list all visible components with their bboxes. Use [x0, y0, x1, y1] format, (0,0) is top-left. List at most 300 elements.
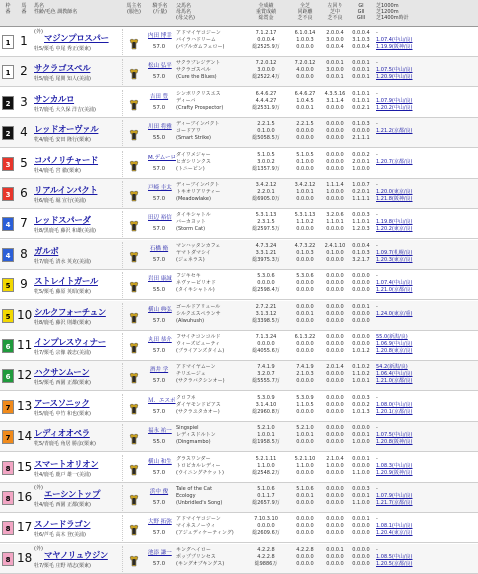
record-d3: 0.0.0.0 — [296, 135, 314, 142]
best-time-1: - — [376, 425, 378, 432]
pedigree-sire2: ネヴァーピリオド — [176, 280, 216, 287]
header-sire: 父馬名 母馬名 (母父名) — [176, 3, 195, 21]
best-time-3[interactable]: 1.20.1(京都/良) — [376, 408, 413, 415]
record-rec2: 4.4.4.27 — [255, 97, 277, 104]
owner-silks-cell — [122, 424, 144, 450]
record-d2: 1.0.0.1 — [296, 432, 314, 439]
record-c1: 0.0.0.0 — [326, 273, 344, 280]
best-time-3[interactable]: 1.20.8(阪神/良) — [376, 439, 413, 446]
pedigree — [176, 304, 242, 325]
best-time-1[interactable]: 55.0(新潟/良) — [376, 334, 408, 340]
record-rec2: 0.0.0.4 — [257, 37, 275, 43]
pedigree-sire3: (サクラユタカオー) — [176, 408, 220, 415]
best-time-3[interactable]: 1.21.7(京都/良) — [376, 500, 413, 506]
jockey-link[interactable]: 横山 典弘 — [148, 306, 172, 313]
record-d1: 5.3.0.9 — [296, 394, 314, 401]
pedigree-sire3: (ジェネラス) — [176, 256, 205, 263]
horse-sex-trainer: 牡7/鹿毛 大久保 洋吉(美浦) — [34, 106, 96, 113]
horse-sex-trainer: 牝5/栗毛 藤原 英昭(栗東) — [34, 289, 91, 296]
record-c2: 0.0.0.0 — [326, 280, 344, 287]
record-rec1: 7.2.0.12 — [255, 60, 277, 67]
best-time-3[interactable]: 1.21.8(阪神/良) — [376, 196, 413, 202]
jockey-weight: 57.0 — [152, 74, 166, 81]
best-time-3[interactable]: 1.20.3(東京/良) — [376, 256, 413, 263]
best-time-2[interactable]: 1.08.0(中山/良) — [376, 401, 413, 408]
best-time-3[interactable]: 1.20.2(中山/良) — [376, 104, 413, 111]
best-time-2[interactable]: 1.07.5(中山/良) — [376, 67, 413, 74]
record-d3: 0.0.0.0 — [296, 196, 314, 202]
best-time-2[interactable]: 1.08.3(中山/良) — [376, 462, 413, 469]
jockey-weight: 57.0 — [152, 500, 166, 506]
horse-name-link[interactable]: エーシントップ — [44, 490, 101, 500]
horse-name-link[interactable]: レディオオペラ — [34, 429, 90, 440]
record-c3: 0.0.0.0 — [326, 226, 344, 233]
best-time-3[interactable]: 1.20.8(東京/良) — [376, 348, 413, 354]
best-time-1: - — [376, 273, 378, 280]
pedigree-sire3: (Cure the Blues) — [176, 74, 217, 81]
best-time-2[interactable]: 1.20.0(東京/良) — [376, 189, 413, 195]
horse-name-link[interactable]: アースソニック — [34, 398, 90, 409]
best-time-3[interactable]: 1.20.9(阪神/良) — [376, 469, 413, 476]
record-rec1: 5.1.0.5 — [257, 151, 275, 158]
header-course: 左回り 芝中 芝不良 — [327, 3, 343, 21]
jockey-weight: 57.0 — [152, 408, 166, 415]
jockey-link[interactable]: 酒井 学 — [149, 367, 169, 374]
record-rec3: 総6905.0万 — [252, 196, 280, 202]
record-g2: 0.0.0.0 — [352, 553, 370, 560]
record-rec2: 3.1.3.12 — [255, 310, 277, 317]
jockey-link[interactable]: 池添 謙一 — [148, 549, 172, 556]
record-rec3: 総2522.4万 — [252, 74, 280, 81]
best-time-3[interactable]: 1.20.2(東京/良) — [376, 226, 413, 233]
owner-silks-cell — [122, 333, 144, 359]
record-course — [322, 30, 348, 51]
table-row — [0, 513, 478, 543]
jockey-weight: 55.0 — [152, 439, 166, 446]
record-rec3: 総9886万 — [254, 560, 278, 567]
record-d2: 0.0.0.0 — [296, 128, 314, 135]
jockey-link[interactable]: Ｍ．エスポ — [148, 397, 176, 404]
record-grade — [350, 182, 372, 203]
record-rec2: 3.0.0.2 — [257, 158, 275, 165]
jockey-weight: 55.0 — [152, 135, 166, 142]
record-g1: 0.0.0.1 — [352, 516, 370, 523]
pedigree-sire3: (Meadowlake) — [176, 196, 211, 202]
pedigree-sire2: コードアワ — [176, 128, 201, 135]
jockey-link[interactable]: 石橋 脩 — [149, 245, 169, 252]
record-total — [244, 516, 288, 537]
jockey-weight: 57.0 — [152, 256, 166, 263]
horse-name-link[interactable]: マヤノリュウジン — [44, 550, 108, 561]
record-g1: 0.0.0.0 — [352, 334, 370, 340]
horse-sex-trainer: 牡4/鹿毛 宮 徹(栗東) — [34, 167, 81, 174]
jockey-link[interactable]: 川田 将雅 — [148, 124, 172, 131]
best-time-2[interactable]: 1.07.4(中山/良) — [376, 280, 413, 287]
record-d1: 6.1.3.22 — [294, 334, 316, 340]
owner-silks-cell — [122, 29, 144, 55]
record-c2: 3.1.1.4 — [326, 97, 344, 104]
record-rec3: 総2525.9万 — [252, 44, 280, 50]
pedigree-sire1: タイキシャトル — [176, 212, 211, 219]
frame-number: 2 — [2, 96, 14, 110]
record-c1: 0.0.0.0 — [326, 486, 344, 492]
horse-name-link[interactable]: サクラゴスペル — [34, 64, 91, 75]
jockey-link[interactable]: 吉田 豊 — [149, 93, 169, 100]
pedigree-sire3: (Crafty Prospector) — [176, 104, 224, 111]
record-g3: 0.0.0.1 — [352, 74, 370, 81]
horse-sex-trainer: 牡7/栗毛 宗像 義忠(美浦) — [34, 350, 91, 356]
record-c3: 0.0.0.0 — [326, 530, 344, 537]
pedigree — [176, 486, 242, 507]
header-frame: 枠 番 — [5, 3, 11, 15]
best-times — [376, 304, 476, 318]
record-d1: 5.3.1.13 — [294, 212, 316, 219]
record-c1: 0.0.0.0 — [326, 151, 344, 158]
record-grade — [350, 60, 372, 81]
pedigree-sire1: アドマイヤムーン — [176, 364, 216, 371]
record-rec2: 4.2.2.8 — [257, 553, 275, 560]
jockey-weight: 57.0 — [152, 226, 166, 233]
record-total — [244, 91, 288, 112]
best-time-3[interactable]: 1.21.0(京都/良) — [376, 378, 413, 385]
frame-number: 8 — [2, 521, 14, 535]
record-course — [322, 425, 348, 446]
pedigree-sire2: Ecology — [176, 493, 196, 499]
best-time-2[interactable]: 1.06.4(中山/良) — [376, 371, 413, 378]
frame-number: 8 — [2, 552, 14, 566]
pedigree — [176, 547, 242, 568]
record-rec2: 1.0.0.1 — [257, 432, 275, 439]
best-time-2[interactable]: 1.24.0(東京/重) — [376, 310, 413, 317]
record-rec1: 2.2.1.5 — [257, 121, 275, 128]
best-times — [376, 364, 476, 385]
horse-name-link[interactable]: ガルボ — [34, 246, 59, 257]
record-g2: 0.0.0.0 — [352, 462, 370, 469]
pedigree-sire2: ディーバ — [176, 97, 196, 104]
record-c3: 0.0.0.0 — [326, 165, 344, 172]
horse-number: 15 — [17, 459, 33, 474]
record-c3: 0.0.0.0 — [326, 408, 344, 415]
horse-sex-trainer: 牡4/鹿毛 西園 正都(栗東) — [34, 502, 91, 508]
best-times — [376, 30, 476, 51]
record-rec3: 総1958.5万 — [252, 439, 280, 446]
jockey-link[interactable]: 浜中 俊 — [149, 489, 169, 495]
record-course — [322, 60, 348, 81]
frame-number: 8 — [2, 461, 14, 475]
record-d1: 5.1.0.5 — [296, 151, 314, 158]
jockey-link[interactable]: 丸田 恭介 — [148, 337, 172, 343]
record-d3: 0.0.0.0 — [296, 560, 314, 567]
jockey-link[interactable]: 戸崎 圭太 — [148, 185, 172, 191]
horse-name-link[interactable]: インプレスウィナー — [34, 338, 106, 348]
table-row — [0, 361, 478, 391]
record-c3: 0.0.0.1 — [326, 74, 344, 81]
pedigree-sire1: ゴールドアリュール — [176, 303, 221, 310]
frame-number: 1 — [2, 35, 14, 49]
horse-name-link[interactable]: レッドオーヴァル — [34, 125, 99, 136]
pedigree-sire2: バーカヨット — [176, 219, 206, 226]
best-time-2[interactable]: 1.07.4(中山/良) — [376, 37, 413, 43]
best-times — [376, 456, 476, 477]
header-jockey: 騎手名 (斤量) — [152, 3, 168, 15]
horse-number: 6 — [20, 186, 28, 200]
record-rec3: 総2609.6万 — [252, 530, 280, 537]
best-time-1: - — [376, 455, 378, 462]
silks-icon — [129, 494, 139, 506]
table-row — [0, 453, 478, 483]
owner-silks-cell — [122, 303, 144, 329]
pedigree-sire1: アドマイヤコジーン — [176, 516, 221, 523]
horse-sex-trainer: 牡8/黒鹿毛 藤沢 和雄(美浦) — [34, 228, 96, 235]
pedigree-sire3: (トニービン) — [176, 165, 205, 172]
record-c3: 0.0.0.0 — [326, 104, 344, 111]
record-c3: 0.0.0.0 — [326, 469, 344, 476]
record-c2: 0.0.0.0 — [326, 401, 344, 408]
record-d1: 5.2.1.10 — [294, 455, 316, 462]
best-time-1: - — [376, 516, 378, 523]
horse-number: 12 — [17, 368, 33, 383]
record-g3: 2.1.1.1 — [352, 135, 370, 142]
record-rec1: 7.1.3.24 — [255, 334, 277, 340]
record-g2: 0.2.0.1 — [352, 189, 370, 195]
pedigree-sire1: ディープインパクト — [176, 121, 220, 128]
record-d1: 6.1.0.14 — [294, 30, 316, 36]
horse-name-link[interactable]: ストレイトガール — [34, 277, 98, 288]
record-course — [322, 364, 348, 385]
jockey-link[interactable]: 内田 博幸 — [148, 33, 172, 39]
record-g1: 0.0.0.1 — [352, 60, 370, 67]
record-course — [322, 395, 348, 416]
record-rec2: 3.1.4.10 — [255, 401, 277, 408]
record-c2: 0.0.0.0 — [326, 158, 344, 165]
pedigree — [176, 516, 242, 537]
jockey-link[interactable]: 横山 和生 — [148, 458, 172, 465]
best-time-1: - — [376, 121, 378, 128]
record-total — [244, 243, 288, 264]
record-d1: 7.2.0.12 — [294, 60, 316, 67]
horse-name-link[interactable]: ハクサンムーン — [34, 368, 90, 379]
horse-name-link[interactable]: サンカルロ — [34, 94, 75, 105]
record-rec2: 0.0.0.0 — [257, 341, 275, 347]
record-g3: 3.2.1.7 — [352, 256, 370, 263]
best-times — [376, 91, 476, 112]
pedigree-sire2: トキオリアリティー — [176, 189, 221, 195]
record-course — [322, 182, 348, 203]
record-rec2: 1.1.0.0 — [257, 462, 275, 469]
best-time-2[interactable]: 1.19.8(中山/良) — [376, 219, 413, 226]
silks-icon — [129, 220, 139, 232]
owner-silks-cell — [122, 515, 144, 541]
record-g1: 0.0.0.4 — [352, 242, 370, 249]
silks-icon — [129, 160, 139, 172]
horse-name-link[interactable]: シルクフォーチュン — [34, 307, 106, 318]
frame-number: 1 — [2, 65, 14, 79]
record-distance — [290, 304, 320, 325]
record-g1: 0.0.0.1 — [352, 455, 370, 462]
pedigree — [176, 364, 242, 385]
table-row — [0, 483, 478, 513]
silks-icon — [129, 190, 139, 202]
record-distance — [290, 273, 320, 294]
best-time-1: - — [376, 90, 378, 97]
record-d1: 2.2.1.5 — [296, 121, 314, 128]
record-d3: 0.0.0.0 — [296, 530, 314, 537]
record-c3: 0.0.0.0 — [326, 378, 344, 385]
record-rec3: 総2548.2万 — [252, 469, 280, 476]
header-name: 馬名 性齢/毛色 調教師名 — [34, 3, 78, 15]
best-time-2[interactable]: 1.08.5(中山/良) — [376, 553, 413, 560]
horse-number: 4 — [20, 125, 28, 140]
jockey-weight: 57.0 — [152, 348, 166, 354]
record-grade — [350, 304, 372, 325]
best-time-2[interactable]: 1.20.7(京都/良) — [376, 158, 413, 165]
table-row — [0, 179, 478, 209]
record-c3: 0.0.0.0 — [326, 135, 344, 142]
record-c3: 0.0.0.0 — [326, 196, 344, 202]
jockey-link[interactable]: 田辺 裕信 — [148, 215, 172, 222]
record-distance — [290, 243, 320, 264]
record-c1: 0.0.0.0 — [326, 516, 344, 523]
horse-name-link[interactable]: スノードラゴン — [34, 520, 91, 531]
record-c2: 1.1.0.1 — [326, 219, 344, 226]
record-total — [244, 486, 288, 507]
record-grade — [350, 91, 372, 112]
best-time-3[interactable]: 1.20.4(東京/良) — [376, 530, 413, 537]
record-d3: 0.0.0.0 — [296, 500, 314, 506]
jockey-link[interactable]: M.デムーロ — [148, 154, 176, 161]
pedigree — [176, 30, 242, 51]
record-g2: 0.0.0.1 — [352, 432, 370, 439]
record-d1: 3.4.2.12 — [294, 182, 316, 188]
record-rec1: 5.3.1.13 — [255, 212, 277, 219]
jockey-link[interactable]: 大野 拓弥 — [148, 519, 172, 526]
record-c3: 0.0.0.0 — [326, 287, 344, 294]
record-d2: 0.0.0.1 — [296, 310, 314, 317]
best-time-2[interactable]: 1.21.2(京都/良) — [376, 128, 413, 135]
horse-sex-trainer: 牡5/栗毛 西園 正都(栗東) — [34, 380, 91, 387]
horse-name-link[interactable]: スマートオリオン — [34, 459, 99, 470]
horse-name-link[interactable]: リアルインパクト — [34, 186, 98, 196]
record-c2: 0.0.0.0 — [326, 310, 344, 317]
silks-icon — [129, 524, 139, 536]
pedigree — [176, 456, 242, 477]
jockey-link[interactable]: 松山 弘平 — [148, 63, 172, 70]
record-rec2: 0.1.0.0 — [257, 128, 275, 135]
table-row — [0, 88, 478, 118]
jockey-weight: 57.0 — [152, 317, 166, 324]
record-c2: 0.0.0.0 — [326, 553, 344, 560]
table-row — [0, 301, 478, 331]
owner-silks-cell — [122, 394, 144, 420]
record-g1: 0.1.0.1 — [352, 90, 370, 97]
table-row — [0, 149, 478, 179]
record-g2: 1.1.0.1 — [352, 219, 370, 226]
best-time-1: - — [376, 151, 378, 158]
pedigree-sire1: フジキセキ — [176, 273, 201, 280]
frame-number: 4 — [2, 248, 14, 262]
pedigree-sire3: (Storm Cat) — [176, 226, 206, 233]
jockey-link[interactable]: 岩田 康誠 — [148, 276, 172, 283]
best-time-3[interactable]: 1.20.9(中山/良) — [376, 74, 413, 81]
record-c2: 0.0.0.0 — [326, 371, 344, 378]
best-time-3[interactable]: 1.20.5(京都/良) — [376, 560, 413, 567]
pedigree — [176, 334, 242, 355]
record-grade — [350, 212, 372, 233]
record-distance — [290, 212, 320, 233]
horse-sex-trainer: 牡4/鹿毛 鹿戸 雄一(美浦) — [34, 471, 91, 478]
horse-name-link[interactable]: レッドスパーダ — [34, 216, 91, 227]
best-time-2[interactable]: 1.07.5(中山/良) — [376, 432, 413, 439]
jockey-link[interactable]: 福永 祐一 — [148, 428, 172, 435]
best-time-2[interactable]: 1.07.9(中山/良) — [376, 493, 413, 499]
record-d2: 0.0.0.1 — [296, 493, 314, 499]
best-times — [376, 212, 476, 233]
best-time-1: - — [376, 394, 378, 401]
horse-sex-trainer: 牡8/鹿毛 藤沢 則雄(栗東) — [34, 319, 91, 326]
record-rec1: 5.1.0.6 — [257, 486, 275, 492]
record-c2: 1.0.0.0 — [326, 462, 344, 469]
best-time-2[interactable]: 1.06.9(中山/良) — [376, 341, 413, 347]
record-g3: 0.0.0.0 — [352, 287, 370, 294]
record-rec3: 総2597.5万 — [252, 226, 280, 233]
pedigree-sire1: マンハッタンカフェ — [176, 242, 221, 249]
record-d3: 0.0.0.0 — [296, 74, 314, 81]
table-row — [0, 27, 478, 57]
record-c1: 0.0.0.1 — [326, 60, 344, 67]
best-time-2[interactable]: 1.07.9(中山/良) — [376, 97, 413, 104]
horse-name-link[interactable]: コパノリチャード — [34, 155, 99, 166]
pedigree — [176, 182, 242, 203]
record-grade — [350, 395, 372, 416]
pedigree-sire2: サクラゴスペル — [176, 67, 211, 74]
record-grade — [350, 486, 372, 507]
horse-name-link[interactable]: マジンプロスパー — [44, 34, 109, 44]
record-total — [244, 304, 288, 325]
record-c1: 4.3.5.16 — [324, 90, 346, 97]
record-course — [322, 243, 348, 264]
pedigree-sire3: (ウイニングチケット) — [176, 469, 225, 476]
record-rec3: 総5058.5万 — [252, 135, 280, 142]
horse-sex-trainer: 牡7/鹿毛 清水 英克(美浦) — [34, 258, 91, 265]
frame-number: 6 — [2, 369, 14, 383]
record-d1: 4.7.3.22 — [294, 242, 316, 249]
record-d2: 0.0.0.0 — [296, 280, 314, 287]
best-time-2[interactable]: 1.08.1(中山/良) — [376, 523, 413, 530]
best-time-1[interactable]: 54.2(新潟/良) — [376, 364, 408, 371]
best-time-3[interactable]: 1.19.9(阪神/良) — [376, 44, 413, 50]
table-header — [0, 0, 478, 27]
record-c3: 0.0.0.0 — [326, 560, 344, 567]
record-distance — [290, 547, 320, 568]
record-grade — [350, 30, 372, 51]
record-g1: 0.0.0.4 — [352, 30, 370, 36]
owner-silks-cell — [122, 151, 144, 177]
best-time-2[interactable]: 1.09.7(札幌/良) — [376, 249, 413, 256]
pedigree-sire2: シルクエスペランサ — [176, 310, 221, 317]
frame-number: 2 — [2, 126, 14, 140]
record-rec1: 5.2.1.0 — [257, 425, 275, 432]
record-g3: 1.2.0.3 — [352, 226, 370, 233]
record-g3: 1.0.0.0 — [352, 165, 370, 172]
best-time-3[interactable]: 1.21.0(京都/良) — [376, 287, 413, 294]
pedigree — [176, 212, 242, 233]
record-d1: 5.1.0.6 — [296, 486, 314, 492]
record-d1: 7.4.1.9 — [296, 364, 314, 371]
record-distance — [290, 456, 320, 477]
record-g1: 0.0.0.1 — [352, 303, 370, 310]
record-grade — [350, 364, 372, 385]
pedigree-sire2: トロピカルレディー — [176, 462, 221, 469]
